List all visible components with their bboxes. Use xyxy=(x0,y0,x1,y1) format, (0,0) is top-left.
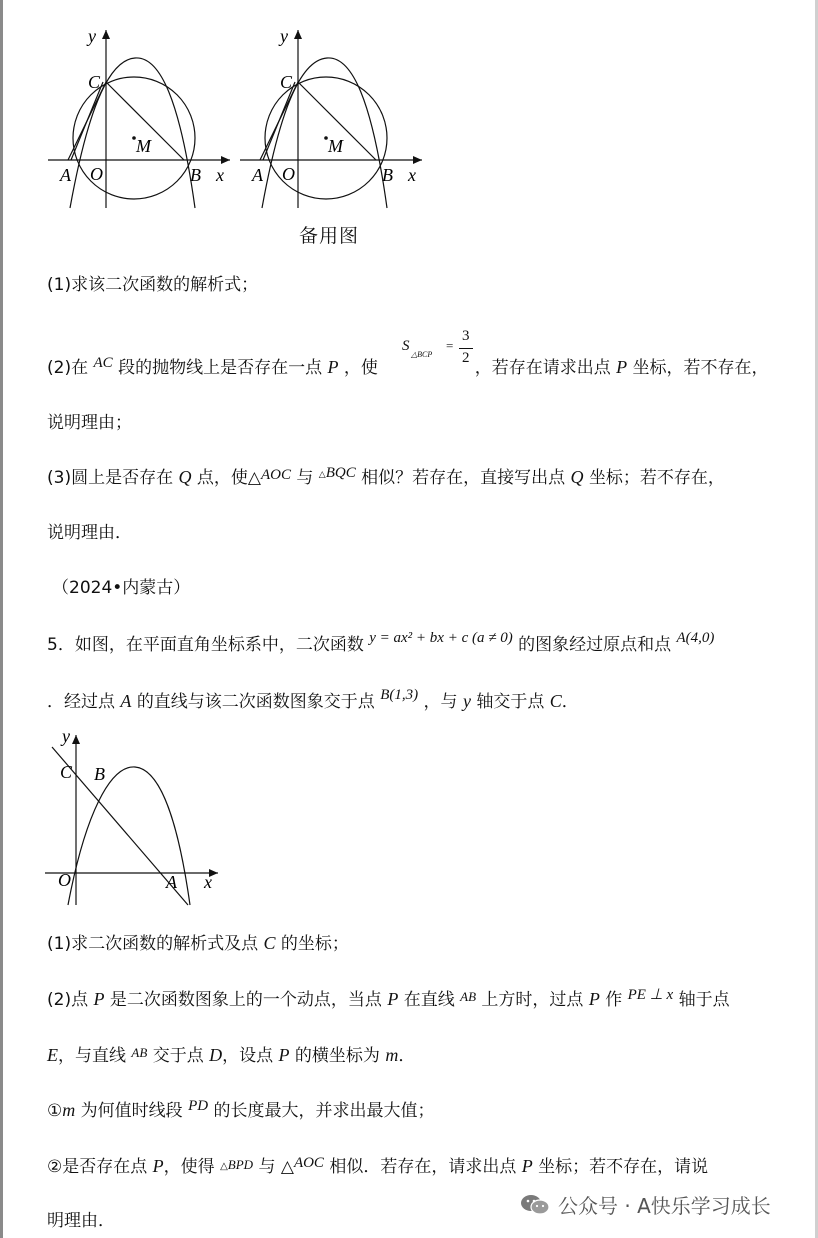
watermark xyxy=(520,1190,771,1219)
fig1-label-y: y xyxy=(88,26,96,46)
source-tag: （2024•内蒙古） xyxy=(52,578,191,598)
fig1-label-a: A xyxy=(60,165,71,185)
fig1-label-c: C xyxy=(88,72,101,92)
fig2-label-x: x xyxy=(408,165,416,185)
q5-sub1: ①m 为何值时线段 PD 的长度最大，并求出最大值； xyxy=(47,1098,435,1121)
figure-caption: 备用图 xyxy=(299,225,360,247)
figure-parabola xyxy=(40,725,230,914)
q4-part3-line1: (3)圆上是否存在 Q 点，使△AOC 与 △BQC 相似？若存在，直接写出点 Q 坐标；若不存在， xyxy=(47,465,725,488)
fig1-label-o: O xyxy=(90,164,103,184)
q5-intro-line2: ．经过点 A 的直线与该二次函数图象交于点 B(1,3) ，与 y 轴交于点 C． xyxy=(47,687,579,712)
q5-sub2-line2: 明理由． xyxy=(47,1211,115,1231)
fig1-label-x: x xyxy=(216,165,224,185)
fig2-label-o: O xyxy=(282,164,295,184)
fig1-label-b: B xyxy=(190,165,201,185)
fig2-label-c: C xyxy=(280,72,293,92)
fig2-label-b: B xyxy=(382,165,393,185)
figure-circle-left xyxy=(40,20,240,214)
fig3-label-a: A xyxy=(166,872,177,892)
q5-part1: (1)求二次函数的解析式及点 C 的坐标； xyxy=(47,933,349,954)
fig3-label-y: y xyxy=(62,726,70,746)
fig3-label-c: C xyxy=(60,762,73,782)
fig1-label-m: M xyxy=(136,136,151,156)
q5-intro-line1: 5．如图，在平面直角坐标系中，二次函数 y = ax² + bx + c (a ≠ 0) 的图象经过原点和点 A(4,0) xyxy=(47,630,715,655)
q4-part1: (1)求该二次函数的解析式； xyxy=(47,275,259,295)
fig2-label-m: M xyxy=(328,136,343,156)
figure-circle-right xyxy=(232,20,432,214)
fig3-label-x: x xyxy=(204,872,212,892)
fig3-label-o: O xyxy=(58,870,71,890)
q4-area-formula: S △BCP = 3 2 xyxy=(402,328,474,372)
fig2-label-y: y xyxy=(280,26,288,46)
watermark-text: 公众号 · A快乐学习成长 xyxy=(558,1194,771,1218)
q4-part2-line2: 说明理由； xyxy=(47,413,132,433)
q4-part2-line1: (2)在 AC 段的抛物线上是否存在一点 P ，使 ，若存在请求出点 P 坐标，若不存在， xyxy=(47,355,769,378)
q4-part3-line2: 说明理由． xyxy=(47,523,132,543)
q5-part2-line2: E，与直线 $^{AB}$ 交于点 D，设点 P 的横坐标为 m． xyxy=(47,1045,416,1066)
q5-sub2-line1: ②是否存在点 P，使得 △BPD 与 △AOC 相似．若存在，请求出点 P 坐标；若不存在，请说 xyxy=(47,1155,709,1177)
left-border xyxy=(0,0,3,1238)
wechat-icon xyxy=(520,1193,550,1217)
q5-part2-line1: (2)点 P 是二次函数图象上的一个动点，当点 P 在直线 $^{AB}$ 上方时，过点 P 作 PE ⊥ x 轴于点 xyxy=(47,987,730,1010)
fig2-label-a: A xyxy=(252,165,263,185)
fig3-label-b: B xyxy=(94,764,105,784)
